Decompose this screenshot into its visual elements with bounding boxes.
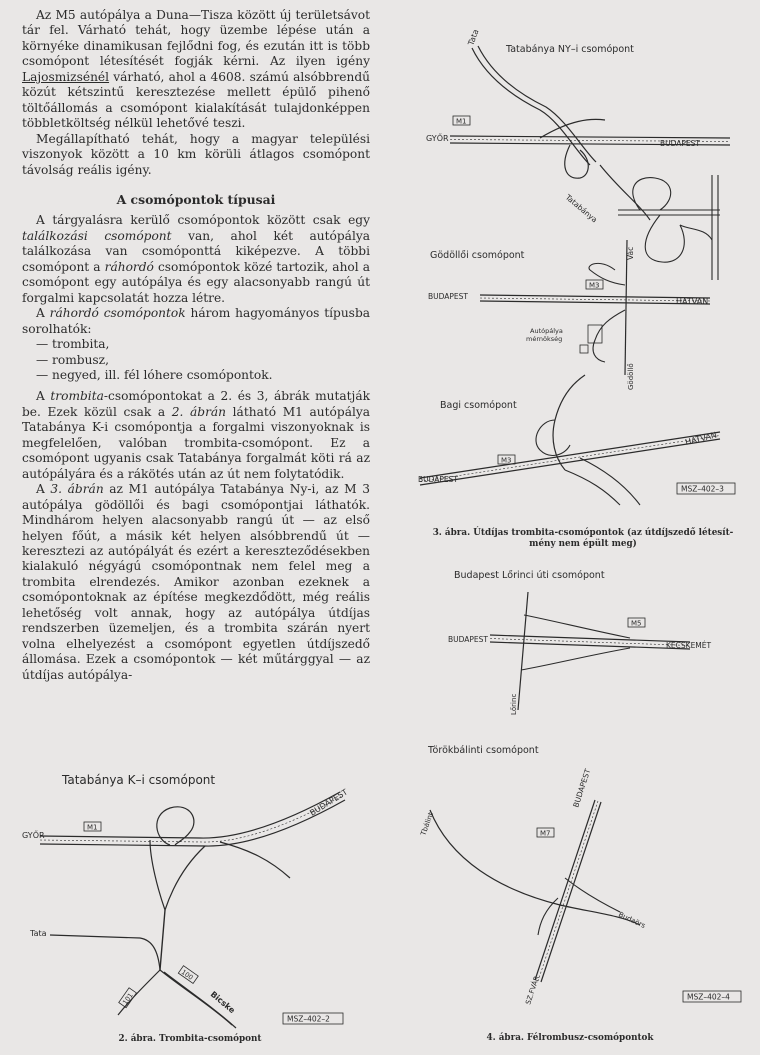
interchange-tatabanya-west	[426, 28, 730, 280]
interchange-bag	[418, 375, 735, 505]
label-kecskemet: KECSKEMÉT	[666, 641, 712, 650]
label-budapest: BUDAPEST	[308, 787, 350, 818]
paragraph-3: A tárgyalásra kerülő csomópontok között csak egy találkozási csomópont van, ahol két autópálya találkozása van csomóponttá kiképezve. A többi csomópont a ráhordó csomópontok közé tartozik, ahol a csomópont egy autópálya és egy alacsonyabb rangú út forgalmi kapcsolatát hozza létre.	[22, 213, 370, 305]
label-szfvar: SZ.FVÁR	[524, 975, 542, 1006]
list-item: — trombita,	[36, 337, 110, 352]
label-m1: M1	[87, 823, 98, 832]
shield-100	[178, 966, 198, 984]
list-item: — negyed, ill. fél lóhere csomópontok.	[36, 367, 273, 382]
trumpet-interchange	[150, 807, 290, 970]
label-bicske: Bicske	[208, 989, 237, 1016]
label-budapest: BUDAPEST	[448, 635, 489, 644]
svg-text:100: 100	[179, 968, 195, 982]
figure-3-title-1: Tatabánya NY–i csomópont	[506, 44, 634, 55]
label-gyor: GYŐR	[22, 831, 45, 840]
svg-text:101: 101	[121, 991, 135, 1007]
figure-3-caption-line-2: mény nem épült meg)	[529, 539, 637, 549]
paragraph-5: A trombita-csomópontokat a 2. és 3, ábrák mutatják be. Ezek közül csak a 2. ábrán látható M1 autópálya Tatabánya K-i csomópontja a forgalmi viszonyoknak is megfelelően, valóban trombita-csomópont. Ez a csomópont ugyanis csak Tatabánya forgalmát köti rá az autópályára és a rákötés után az út nem folytatódik.	[22, 389, 371, 481]
label-godollo: Gödöllő	[627, 363, 635, 390]
label-hatvan-2: HATVAN	[676, 297, 709, 306]
figure-2-caption: 2. ábra. Trombita-csomópont	[118, 1034, 262, 1044]
label-budaors: Budaörs	[617, 910, 647, 930]
figure-3	[390, 0, 760, 560]
label-m7: M7	[540, 829, 551, 838]
label-budapest-2: BUDAPEST	[428, 292, 469, 301]
label-budapest-2: BUDAPEST	[571, 767, 593, 809]
interchange-lorinci	[448, 570, 712, 715]
list-item: — rombusz,	[36, 352, 109, 367]
label-tata: Tata	[466, 28, 481, 47]
figure-3-title-2: Gödöllői csomópont	[430, 250, 525, 261]
label-m5: M5	[631, 619, 642, 628]
figure-3-caption-line-1: 3. ábra. Útdíjas trombita-csomópontok (az útdíjszedő létesít-	[432, 528, 734, 538]
figure-4-stamp: MSZ–402–4	[687, 992, 730, 1002]
place-name: Lajosmizsénél	[22, 69, 110, 84]
paragraph-1: Az M5 autópálya a Duna—Tisza között új területsávot tár fel. Várható tehát, hogy üzembe lépése után a környéke dinamikusan fejlődni fog, és ezután itt is több csomópont létesítését fogják kérni. Az ilyen igény Lajosmizsénél várható, ahol a 4608. számú alsóbbrendű közút kétszintű keresztezése mellett épülő pihenő töltőállomás a csomópont kialakítását tulajdonképpen többletköltség nélkül lehetővé teszi.	[22, 8, 370, 131]
motorway-m1	[40, 792, 345, 846]
figure-3-stamp: MSZ–402–3	[681, 484, 724, 494]
figure-4-diagram	[390, 560, 760, 1010]
figure-4-title-1: Budapest Lőrinci úti csomópont	[454, 570, 605, 581]
label-hatvan-3: HATVAN	[684, 430, 718, 447]
figure-3-caption	[408, 528, 758, 550]
paragraph-4: A ráhordó csomópontok három hagyományos típusba sorolhatók:	[22, 306, 371, 336]
figure-3-diagram	[390, 0, 760, 520]
shield-101	[119, 988, 137, 1008]
type-list	[22, 337, 370, 383]
label-tata: Tata	[30, 929, 47, 938]
label-lorinc: Lőrinc	[510, 693, 518, 715]
label-budapest-1: BUDAPEST	[660, 139, 701, 148]
label-m1: M1	[456, 117, 467, 126]
paragraph-2: Megállapítható tehát, hogy a magyar települési viszonyok között a 10 km körüli átlagos csomópont távolság reális igény.	[22, 131, 370, 177]
figure-3-title-3: Bagi csomópont	[440, 400, 517, 411]
figure-2	[0, 760, 380, 1055]
label-engineering-1: Autópálya	[530, 327, 563, 335]
label-tatabanya: Tatabánya	[563, 192, 600, 225]
road-tata	[50, 935, 160, 970]
figure-4-title-2: Törökbálinti csomópont	[428, 745, 539, 756]
paragraph-6: A 3. ábrán az M1 autópálya Tatabánya Ny-i, az M 3 autópálya gödöllői és bagi csomópontjai láthatók. Mindhárom helyen alacsonyabb rangú út — az első helyen főút, a másik két helyen alsóbbrendű út — keresztezi az autópályát és ezért a kereszteződésekben kialakuló négyágú csomópontnak nem felel meg a trombita elrendezés. Amikor azonban ezeknek a csomópontoknak az építése megkezdődött, még reális lehetőség volt annak, hogy az autópálya útdíjas rendszerben üzemeljen, és a trombita szárán nyert volna elhelyezést a csomópont egyetlen útdíjszedő állomása. Ezek a csomópontok — két műtárggyal — az útdíjas autópálya-	[22, 482, 370, 682]
label-budapest-3: BUDAPEST	[418, 475, 459, 484]
article-text	[22, 8, 370, 683]
label-m3: M3	[589, 281, 600, 290]
figure-2-title: Tatabánya K–i csomópont	[62, 773, 216, 787]
label-engineering-2: mérnökség	[526, 335, 563, 343]
label-vac: Vác	[626, 246, 635, 260]
interchange-torokbalint	[419, 745, 741, 1006]
section-heading: A csomópontok típusai	[116, 191, 276, 207]
figure-4	[390, 560, 760, 1055]
label-gyor: GYŐR	[426, 134, 449, 143]
figure-4-caption: 4. ábra. Félrombusz-csomópontok	[486, 1033, 654, 1043]
label-torokbalint: Tbálint	[419, 811, 436, 837]
figure-2-stamp: MSZ–402–2	[287, 1014, 330, 1024]
label-m3-bag: M3	[501, 456, 512, 465]
figure-2-diagram	[0, 760, 380, 1055]
